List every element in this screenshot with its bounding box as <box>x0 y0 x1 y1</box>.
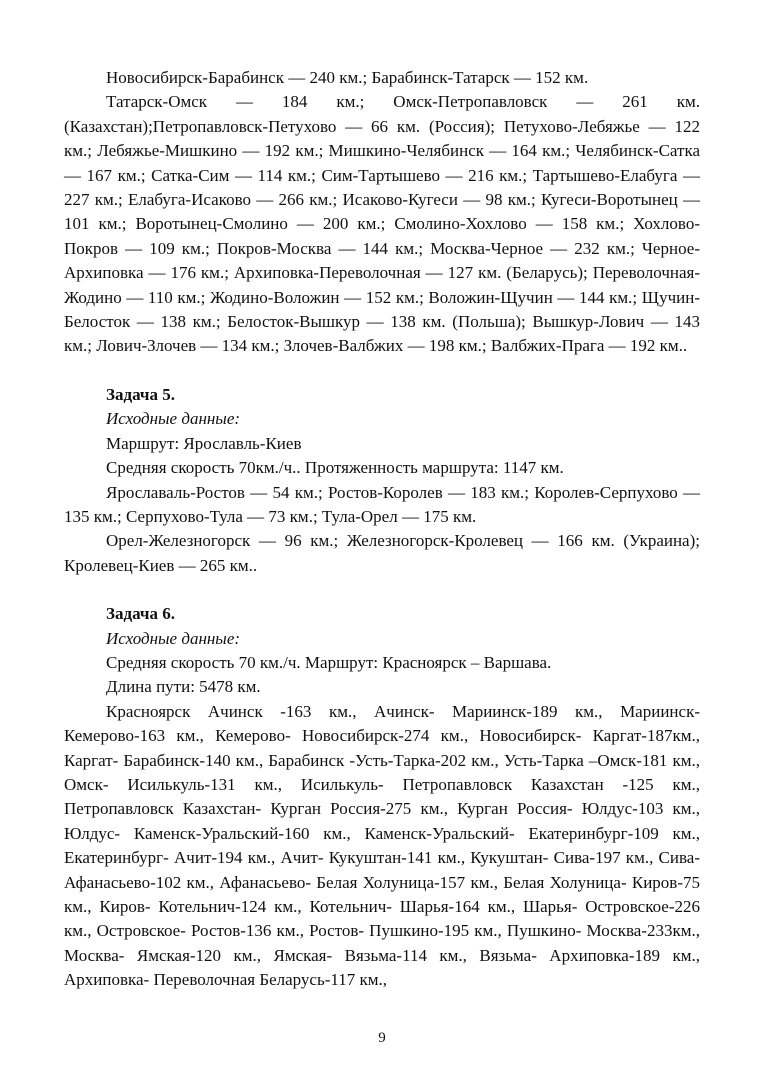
spacer <box>64 359 700 383</box>
task6-length: Длина пути: 5478 км. <box>106 677 261 697</box>
task5-paragraph-2: Орел-Железногорск — 96 км.; Железногорск-Кролевец — 166 км. (Украина); Кролевец-Киев — 265 км.. <box>64 531 700 575</box>
route-paragraph-2: Татарск-Омск — 184 км.; Омск-Петропавловск — 261 км. (Казахстан);Петропавловск-Петухово — 66 км. (Россия); Петухово-Лебяжье — 122 км.; Лебяжье-Мишкино — 192 км.; Мишкино-Челябинск — 164 км.; Челябинск-Сатка — 167 км.; Сатка-Сим — 114 км.; Сим-Тартышево — 216 км.; Тартышево-Елабуга — 227 км.; Елабуга-Исаково — 266 км.; Исаково-Кугеси — 98 км.; Кугеси-Воротынец — 101 км.; Воротынец-Смолино — 200 км.; Смолино-Хохлово — 158 км.; Хохлово-Покров — 109 км.; Покров-Москва — 144 км.; Москва-Черное — 232 км.; Черное-Архиповка — 176 км.; Архиповка-Переволочная — 127 км. (Беларусь); Переволочная-Жодино — 110 км.; Жодино-Воложин — 152 км.; Воложин-Щучин — 144 км.; Щучин-Белосток — 138 км.; Белосток-Вышкур — 138 км. (Польша); Вышкур-Лович — 143 км.; Лович-Злочев — 134 км.; Злочев-Валбжих — 198 км.; Валбжих-Прага — 192 км.. <box>64 92 700 356</box>
task6-speed-route: Средняя скорость 70 км./ч. Маршрут: Красноярск – Варшава. <box>106 652 552 672</box>
spacer <box>64 578 700 602</box>
task6-paragraph-1: Красноярск Ачинск -163 км., Ачинск- Мариинск-189 км., Мариинск-Кемерово-163 км., Кемерово- Новосибирск-274 км., Новосибирск- Каргат-187км., Каргат- Барабинск-140 км., Барабинск -Усть-Тарка-202 км., Усть-Тарка –Омск-181 км., Омск- Исилькуль-131 км., Исилькуль- Петропавловск Казахстан -125 км., Петропавловск Казахстан- Курган Россия-275 км., Курган Россия- Юлдус-103 км., Юлдус- Каменск-Уральский-160 км., Каменск-Уральский- Екатеринбург-109 км., Екатеринбург- Ачит-194 км., Ачит- Кукуштан-141 км., Кукуштан- Сива-197 км., Сива- Афанасьево-102 км., Афанасьево- Белая Холуница-157 км., Белая Холуница- Киров-75 км., Киров- Котельнич-124 км., Котельнич- Шарья-164 км., Шарья- Островское-226 км., Островское- Ростов-136 км., Ростов- Пушкино-195 км., Пушкино- Москва-233км., Москва- Ямская-120 км., Ямская- Вязьма-114 км., Вязьма- Архиповка-189 км., Архиповка- Переволочная Беларусь-117 км., <box>64 701 700 990</box>
route-paragraph-1: Новосибирск-Барабинск — 240 км.; Барабинск-Татарск — 152 км. <box>106 68 589 87</box>
task5-subheading: Исходные данные: <box>106 409 241 429</box>
task6-heading: Задача 6. <box>106 604 175 624</box>
task5-speed: Средняя скорость 70км./ч.. Протяженность маршрута: 1147 км. <box>106 458 564 478</box>
page-number: 9 <box>378 1030 386 1046</box>
document-page <box>64 66 700 993</box>
task5-paragraph-1: Ярославаль-Ростов — 54 км.; Ростов-Королев — 183 км.; Королев-Серпухово — 135 км.; Серпухово-Тула — 73 км.; Тула-Орел — 175 км. <box>64 482 700 526</box>
task6-subheading: Исходные данные: <box>106 628 241 648</box>
task5-heading: Задача 5. <box>106 384 175 404</box>
task5-route: Маршрут: Ярославль-Киев <box>106 433 302 453</box>
